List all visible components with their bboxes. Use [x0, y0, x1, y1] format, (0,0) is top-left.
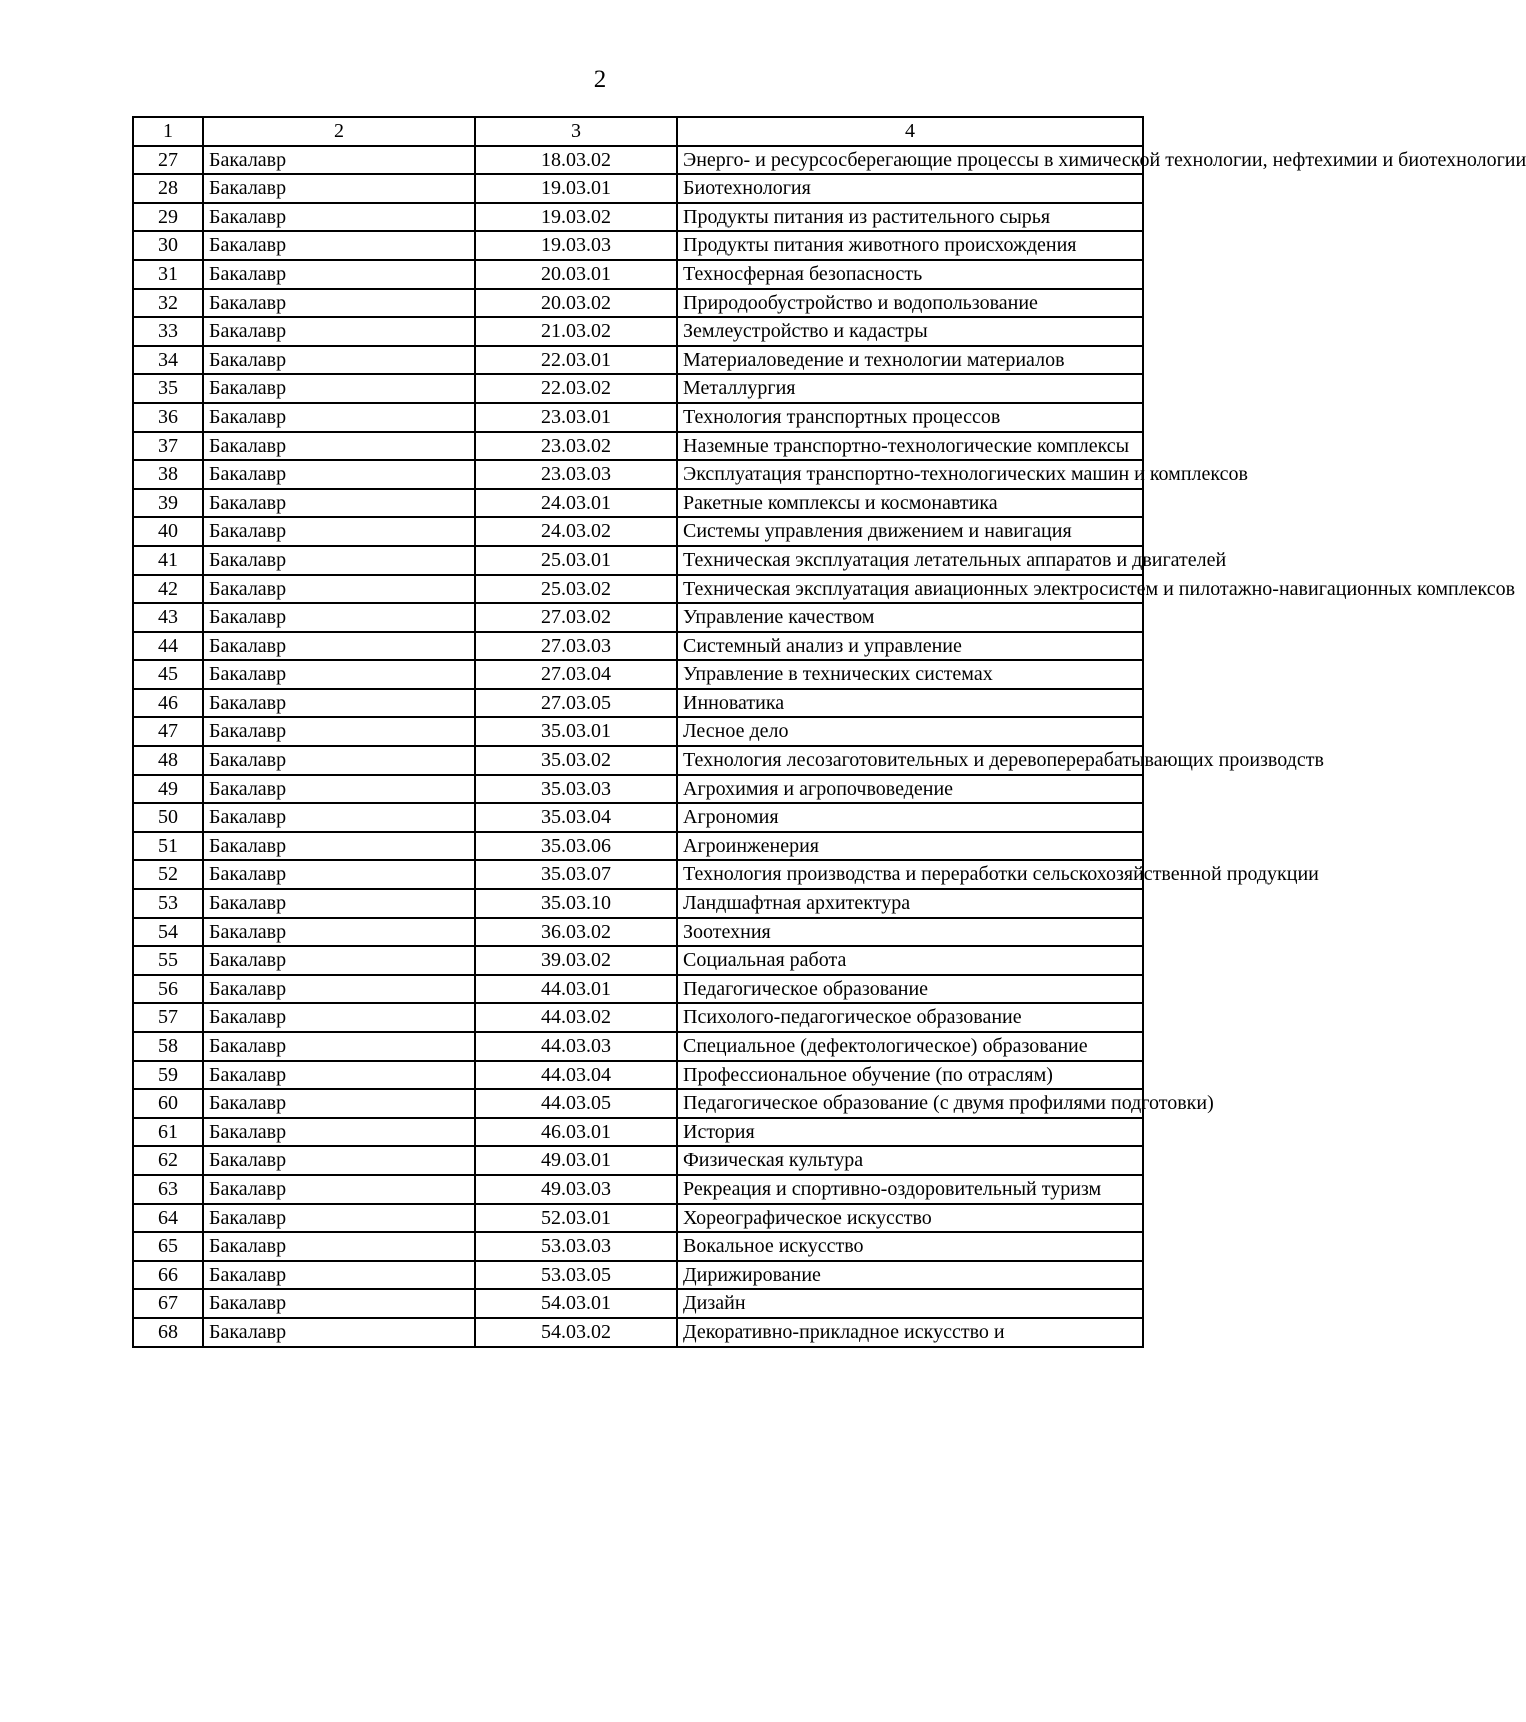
row-number: 66 — [133, 1261, 203, 1290]
row-number: 34 — [133, 346, 203, 375]
table-row — [133, 317, 1143, 346]
specialty-code: 44.03.02 — [475, 1003, 677, 1032]
specialty-name: Декоративно-прикладное искусство и — [677, 1318, 1143, 1347]
table-row — [133, 1289, 1143, 1318]
table-row — [133, 346, 1143, 375]
row-number: 27 — [133, 146, 203, 175]
degree-level: Бакалавр — [203, 517, 475, 546]
table-row — [133, 946, 1143, 975]
specialty-name: Наземные транспортно-технологические комплексы — [677, 432, 1143, 461]
table-row — [133, 1232, 1143, 1261]
row-number: 31 — [133, 260, 203, 289]
row-number: 37 — [133, 432, 203, 461]
specialty-code: 49.03.03 — [475, 1175, 677, 1204]
degree-level: Бакалавр — [203, 889, 475, 918]
specialty-code: 19.03.02 — [475, 203, 677, 232]
row-number: 50 — [133, 803, 203, 832]
specialty-code: 54.03.01 — [475, 1289, 677, 1318]
specialty-name: Землеустройство и кадастры — [677, 317, 1143, 346]
row-number: 48 — [133, 746, 203, 775]
table-row — [133, 1175, 1143, 1204]
specialty-name: Технология лесозаготовительных и деревоперерабатывающих производств — [677, 746, 1143, 775]
table-row — [133, 803, 1143, 832]
row-number: 38 — [133, 460, 203, 489]
row-number: 47 — [133, 717, 203, 746]
degree-level: Бакалавр — [203, 1175, 475, 1204]
row-number: 46 — [133, 689, 203, 718]
table-row — [133, 860, 1143, 889]
specialty-name: Социальная работа — [677, 946, 1143, 975]
specialty-name: Зоотехния — [677, 918, 1143, 947]
degree-level: Бакалавр — [203, 1261, 475, 1290]
degree-level: Бакалавр — [203, 946, 475, 975]
row-number: 42 — [133, 575, 203, 604]
degree-level: Бакалавр — [203, 374, 475, 403]
specialty-name: Техносферная безопасность — [677, 260, 1143, 289]
row-number: 29 — [133, 203, 203, 232]
table-row — [133, 1061, 1143, 1090]
specialty-code: 35.03.03 — [475, 775, 677, 804]
specialty-name: Педагогическое образование — [677, 975, 1143, 1004]
degree-level: Бакалавр — [203, 1032, 475, 1061]
specialty-code: 19.03.03 — [475, 231, 677, 260]
specialty-name: Системный анализ и управление — [677, 632, 1143, 661]
degree-level: Бакалавр — [203, 231, 475, 260]
degree-level: Бакалавр — [203, 546, 475, 575]
table-row — [133, 632, 1143, 661]
table-row — [133, 1146, 1143, 1175]
specialty-code: 23.03.02 — [475, 432, 677, 461]
table-row — [133, 660, 1143, 689]
degree-level: Бакалавр — [203, 203, 475, 232]
row-number: 40 — [133, 517, 203, 546]
specialty-code: 27.03.04 — [475, 660, 677, 689]
degree-level: Бакалавр — [203, 403, 475, 432]
row-number: 62 — [133, 1146, 203, 1175]
specialty-code: 44.03.03 — [475, 1032, 677, 1061]
specialty-code: 35.03.01 — [475, 717, 677, 746]
table-row — [133, 260, 1143, 289]
table-body — [133, 146, 1526, 1347]
row-number: 68 — [133, 1318, 203, 1347]
degree-level: Бакалавр — [203, 1289, 475, 1318]
row-number: 63 — [133, 1175, 203, 1204]
specialty-code: 44.03.01 — [475, 975, 677, 1004]
table-row — [133, 832, 1143, 861]
row-number: 45 — [133, 660, 203, 689]
specialty-name: Продукты питания из растительного сырья — [677, 203, 1143, 232]
row-number: 58 — [133, 1032, 203, 1061]
table-header — [133, 117, 1143, 146]
specialty-code: 25.03.02 — [475, 575, 677, 604]
degree-level: Бакалавр — [203, 918, 475, 947]
specialty-code: 35.03.02 — [475, 746, 677, 775]
specialty-name: Биотехнология — [677, 174, 1143, 203]
table-row — [133, 203, 1143, 232]
row-number: 53 — [133, 889, 203, 918]
specialty-name: Техническая эксплуатация авиационных электросистем и пилотажно-навигационных комплексов — [677, 575, 1143, 604]
table-row — [133, 1318, 1143, 1347]
column-header-1: 1 — [133, 117, 203, 146]
table-row — [133, 1118, 1143, 1147]
specialties-table — [132, 116, 1526, 1348]
degree-level: Бакалавр — [203, 660, 475, 689]
degree-level: Бакалавр — [203, 1204, 475, 1233]
table-row — [133, 975, 1143, 1004]
specialty-name: Продукты питания животного происхождения — [677, 231, 1143, 260]
table-row — [133, 517, 1143, 546]
specialty-code: 27.03.05 — [475, 689, 677, 718]
degree-level: Бакалавр — [203, 860, 475, 889]
degree-level: Бакалавр — [203, 346, 475, 375]
specialty-name: Дизайн — [677, 1289, 1143, 1318]
table-row — [133, 146, 1143, 175]
row-number: 28 — [133, 174, 203, 203]
specialty-name: Физическая культура — [677, 1146, 1143, 1175]
specialty-code: 44.03.05 — [475, 1089, 677, 1118]
table-row — [133, 1003, 1143, 1032]
specialty-code: 52.03.01 — [475, 1204, 677, 1233]
row-number: 61 — [133, 1118, 203, 1147]
page-number: 2 — [593, 66, 607, 93]
specialty-name: Рекреация и спортивно-оздоровительный туризм — [677, 1175, 1143, 1204]
row-number: 55 — [133, 946, 203, 975]
specialty-name: Хореографическое искусство — [677, 1204, 1143, 1233]
specialty-name: Специальное (дефектологическое) образование — [677, 1032, 1143, 1061]
table-row — [133, 403, 1143, 432]
table-row — [133, 432, 1143, 461]
row-number: 54 — [133, 918, 203, 947]
column-header-4: 4 — [677, 117, 1143, 146]
specialty-code: 36.03.02 — [475, 918, 677, 947]
table-row — [133, 374, 1143, 403]
specialty-code: 18.03.02 — [475, 146, 677, 175]
specialty-code: 27.03.03 — [475, 632, 677, 661]
table-row — [133, 1089, 1143, 1118]
row-number: 39 — [133, 489, 203, 518]
table-row — [133, 460, 1143, 489]
degree-level: Бакалавр — [203, 603, 475, 632]
row-number: 57 — [133, 1003, 203, 1032]
specialty-name: Техническая эксплуатация летательных аппаратов и двигателей — [677, 546, 1143, 575]
table-row — [133, 174, 1143, 203]
table-row — [133, 775, 1143, 804]
specialty-name: Эксплуатация транспортно-технологических машин и комплексов — [677, 460, 1143, 489]
table-row — [133, 231, 1143, 260]
degree-level: Бакалавр — [203, 746, 475, 775]
specialty-name: Лесное дело — [677, 717, 1143, 746]
table-row — [133, 746, 1143, 775]
row-number: 43 — [133, 603, 203, 632]
specialty-code: 54.03.02 — [475, 1318, 677, 1347]
specialty-name: Природообустройство и водопользование — [677, 289, 1143, 318]
specialty-name: Профессиональное обучение (по отраслям) — [677, 1061, 1143, 1090]
degree-level: Бакалавр — [203, 775, 475, 804]
column-header-3: 3 — [475, 117, 677, 146]
degree-level: Бакалавр — [203, 832, 475, 861]
specialty-code: 53.03.03 — [475, 1232, 677, 1261]
specialty-name: Агрохимия и агропочвоведение — [677, 775, 1143, 804]
row-number: 33 — [133, 317, 203, 346]
row-number: 44 — [133, 632, 203, 661]
row-number: 41 — [133, 546, 203, 575]
degree-level: Бакалавр — [203, 260, 475, 289]
specialty-code: 24.03.02 — [475, 517, 677, 546]
specialty-code: 20.03.02 — [475, 289, 677, 318]
specialty-name: Агроинженерия — [677, 832, 1143, 861]
degree-level: Бакалавр — [203, 689, 475, 718]
specialty-code: 19.03.01 — [475, 174, 677, 203]
degree-level: Бакалавр — [203, 460, 475, 489]
degree-level: Бакалавр — [203, 1118, 475, 1147]
specialty-name: Педагогическое образование (с двумя профилями подготовки) — [677, 1089, 1143, 1118]
specialty-code: 23.03.03 — [475, 460, 677, 489]
degree-level: Бакалавр — [203, 174, 475, 203]
specialty-name: Ландшафтная архитектура — [677, 889, 1143, 918]
specialty-name: Материаловедение и технологии материалов — [677, 346, 1143, 375]
specialty-name: Технология производства и переработки сельскохозяйственной продукции — [677, 860, 1143, 889]
column-header-2: 2 — [203, 117, 475, 146]
degree-level: Бакалавр — [203, 1318, 475, 1347]
degree-level: Бакалавр — [203, 432, 475, 461]
specialty-code: 39.03.02 — [475, 946, 677, 975]
specialty-name: Ракетные комплексы и космонавтика — [677, 489, 1143, 518]
row-number: 36 — [133, 403, 203, 432]
table-row — [133, 1261, 1143, 1290]
table-row — [133, 575, 1143, 604]
table-row — [133, 1032, 1143, 1061]
degree-level: Бакалавр — [203, 717, 475, 746]
specialty-name: Психолого-педагогическое образование — [677, 1003, 1143, 1032]
degree-level: Бакалавр — [203, 975, 475, 1004]
specialty-name: Энерго- и ресурсосберегающие процессы в химической технологии, нефтехимии и биотехнологии — [677, 146, 1143, 175]
specialty-name: Управление в технических системах — [677, 660, 1143, 689]
degree-level: Бакалавр — [203, 632, 475, 661]
specialty-code: 21.03.02 — [475, 317, 677, 346]
specialty-code: 20.03.01 — [475, 260, 677, 289]
table-row — [133, 918, 1143, 947]
specialty-code: 35.03.06 — [475, 832, 677, 861]
degree-level: Бакалавр — [203, 575, 475, 604]
specialty-code: 22.03.02 — [475, 374, 677, 403]
degree-level: Бакалавр — [203, 489, 475, 518]
specialty-code: 24.03.01 — [475, 489, 677, 518]
degree-level: Бакалавр — [203, 1146, 475, 1175]
header-row — [133, 117, 1143, 146]
row-number: 49 — [133, 775, 203, 804]
row-number: 35 — [133, 374, 203, 403]
row-number: 32 — [133, 289, 203, 318]
table-row — [133, 889, 1143, 918]
degree-level: Бакалавр — [203, 1089, 475, 1118]
row-number: 30 — [133, 231, 203, 260]
degree-level: Бакалавр — [203, 803, 475, 832]
specialty-name: Технология транспортных процессов — [677, 403, 1143, 432]
specialty-code: 44.03.04 — [475, 1061, 677, 1090]
table-row — [133, 603, 1143, 632]
degree-level: Бакалавр — [203, 289, 475, 318]
row-number: 56 — [133, 975, 203, 1004]
specialty-name: Системы управления движением и навигация — [677, 517, 1143, 546]
row-number: 64 — [133, 1204, 203, 1233]
row-number: 65 — [133, 1232, 203, 1261]
table-row — [133, 289, 1143, 318]
specialty-name: Управление качеством — [677, 603, 1143, 632]
specialty-name: Агрономия — [677, 803, 1143, 832]
specialty-name: Вокальное искусство — [677, 1232, 1143, 1261]
specialty-name: История — [677, 1118, 1143, 1147]
specialty-code: 35.03.04 — [475, 803, 677, 832]
row-number: 52 — [133, 860, 203, 889]
specialty-name: Дирижирование — [677, 1261, 1143, 1290]
row-number: 59 — [133, 1061, 203, 1090]
specialty-code: 35.03.10 — [475, 889, 677, 918]
degree-level: Бакалавр — [203, 1232, 475, 1261]
specialty-code: 46.03.01 — [475, 1118, 677, 1147]
degree-level: Бакалавр — [203, 1061, 475, 1090]
table-row — [133, 689, 1143, 718]
row-number: 51 — [133, 832, 203, 861]
row-number: 67 — [133, 1289, 203, 1318]
degree-level: Бакалавр — [203, 146, 475, 175]
degree-level: Бакалавр — [203, 1003, 475, 1032]
table-row — [133, 546, 1143, 575]
degree-level: Бакалавр — [203, 317, 475, 346]
specialty-name: Металлургия — [677, 374, 1143, 403]
row-number: 60 — [133, 1089, 203, 1118]
specialty-code: 27.03.02 — [475, 603, 677, 632]
table-row — [133, 717, 1143, 746]
specialty-name: Инноватика — [677, 689, 1143, 718]
table-row — [133, 1204, 1143, 1233]
specialty-code: 22.03.01 — [475, 346, 677, 375]
specialty-code: 53.03.05 — [475, 1261, 677, 1290]
specialty-code: 23.03.01 — [475, 403, 677, 432]
specialty-code: 25.03.01 — [475, 546, 677, 575]
table-row — [133, 489, 1143, 518]
specialty-code: 49.03.01 — [475, 1146, 677, 1175]
specialty-code: 35.03.07 — [475, 860, 677, 889]
